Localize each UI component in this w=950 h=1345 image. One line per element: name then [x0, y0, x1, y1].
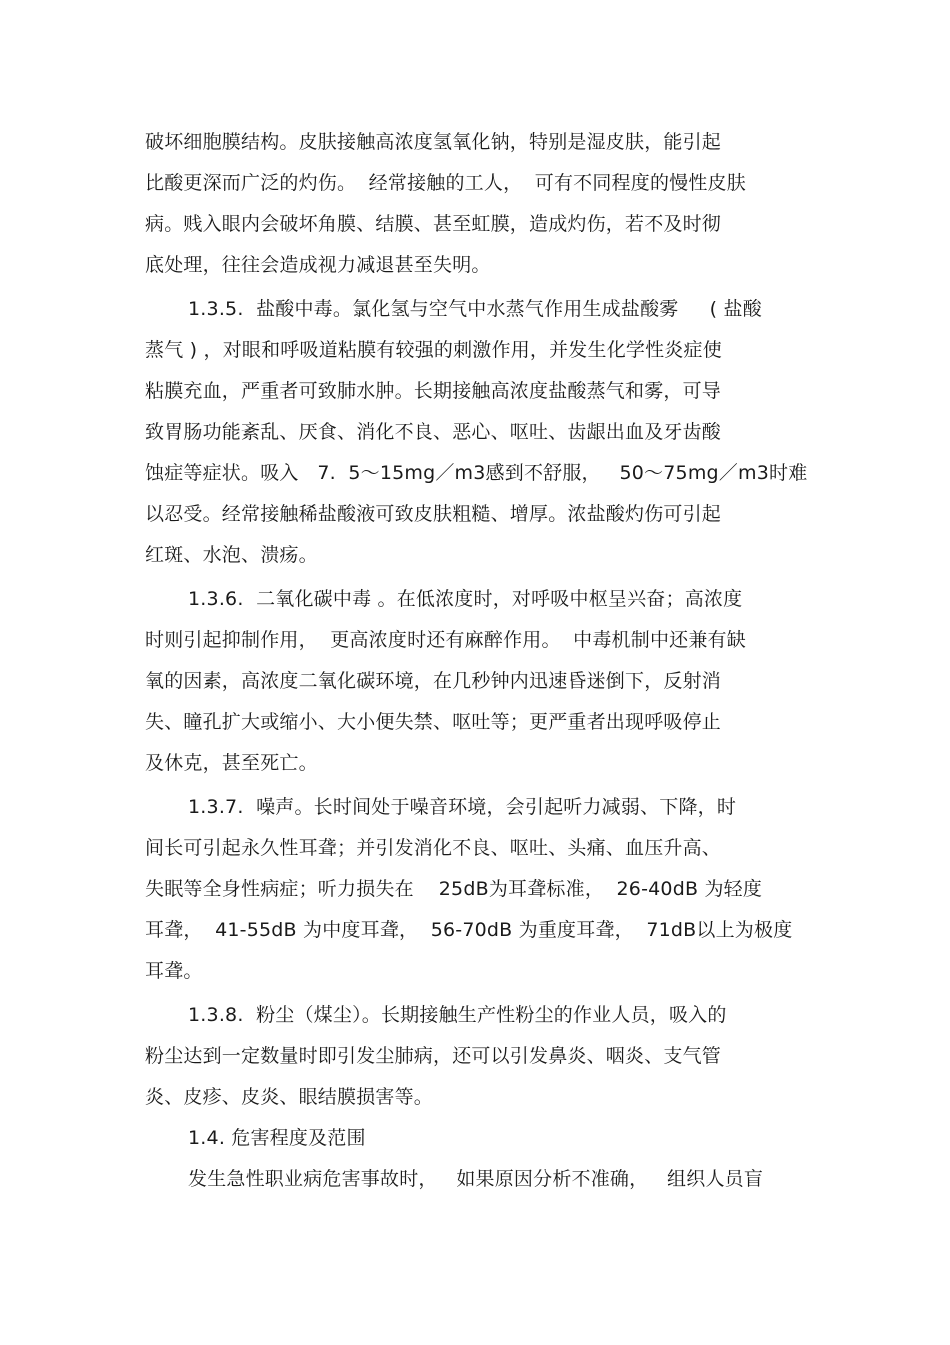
- paragraph-line: 耳聋。: [145, 960, 203, 982]
- paragraph-line: 间长可引起永久性耳聋；并引发消化不良、呕吐、头痛、血压升高、: [145, 837, 722, 859]
- paragraph-line: 致胃肠功能紊乱、厌食、消化不良、恶心、呕吐、齿龈出血及牙齿酸: [145, 421, 722, 443]
- paragraph-line: 粘膜充血，严重者可致肺水肿。长期接触高浓度盐酸蒸气和雾，可导: [145, 380, 722, 402]
- paragraph-line: 失眠等全身性病症；听力损失在 25dB为耳聋标准， 26-40dB 为轻度: [145, 878, 763, 900]
- paragraph-line: 底处理，往往会造成视力减退甚至失明。: [145, 254, 491, 276]
- paragraph-line: 蒸气 ) ，对眼和呼吸道粘膜有较强的刺激作用，并发生化学性炎症使: [145, 339, 722, 361]
- paragraph-line: 发生急性职业病危害事故时， 如果原因分析不准确， 组织人员盲: [188, 1168, 764, 1190]
- section-heading-line: 1.3.6. 二氧化碳中毒 。在低浓度时，对呼吸中枢呈兴奋；高浓度: [188, 588, 743, 610]
- section-heading-line: 1.3.5. 盐酸中毒。氯化氢与空气中水蒸气作用生成盐酸雾 ( 盐酸: [188, 298, 762, 320]
- paragraph-line: 时则引起抑制作用， 更高浓度时还有麻醉作用。 中毒机制中还兼有缺: [145, 629, 746, 651]
- paragraph-line: 以忍受。经常接触稀盐酸液可致皮肤粗糙、增厚。浓盐酸灼伤可引起: [145, 503, 722, 525]
- section-heading-line: 1.3.8. 粉尘（煤尘）。长期接触生产性粉尘的作业人员，吸入的: [188, 1004, 727, 1026]
- paragraph-line: 及休克，甚至死亡。: [145, 752, 318, 774]
- paragraph-line: 耳聋， 41-55dB 为中度耳聋， 56-70dB 为重度耳聋， 71dB以上为极度: [145, 919, 793, 941]
- paragraph-line: 比酸更深而广泛的灼伤。 经常接触的工人， 可有不同程度的慢性皮肤: [145, 172, 746, 194]
- paragraph-line: 氧的因素，高浓度二氧化碳环境，在几秒钟内迅速昏迷倒下，反射消: [145, 670, 722, 692]
- paragraph-line: 炎、皮疹、皮炎、眼结膜损害等。: [145, 1086, 434, 1108]
- paragraph-line: 失、瞳孔扩大或缩小、大小便失禁、呕吐等；更严重者出现呼吸停止: [145, 711, 722, 733]
- paragraph-line: 蚀症等症状。吸入 7. 5～15mg／m3感到不舒服， 50～75mg／m3时难: [145, 462, 808, 484]
- paragraph-line: 病。贱入眼内会破坏角膜、结膜、甚至虹膜，造成灼伤，若不及时彻: [145, 213, 722, 235]
- paragraph-line: 破坏细胞膜结构。皮肤接触高浓度氢氧化钠，特别是湿皮肤，能引起: [145, 131, 722, 153]
- paragraph-line: 红斑、水泡、溃疡。: [145, 544, 318, 566]
- section-heading-line: 1.4. 危害程度及范围: [188, 1127, 366, 1149]
- section-heading-line: 1.3.7. 噪声。长时间处于噪音环境，会引起听力减弱、下降，时: [188, 796, 737, 818]
- paragraph-line: 粉尘达到一定数量时即引发尘肺病，还可以引发鼻炎、咽炎、支气管: [145, 1045, 722, 1067]
